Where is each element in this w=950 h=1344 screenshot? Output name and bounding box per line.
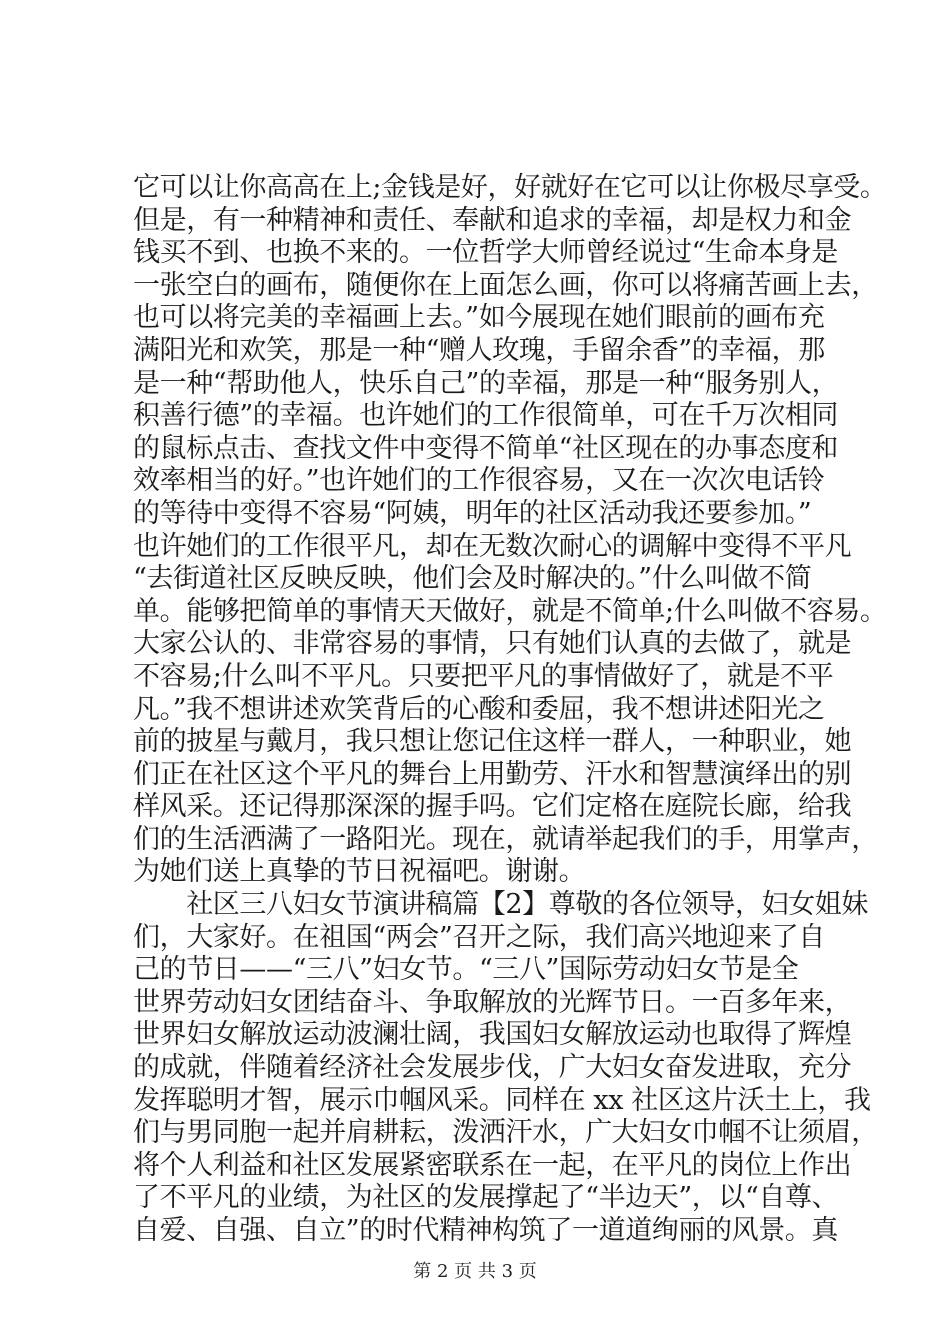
text-line: 们与男同胞一起并肩耕耘，泼洒汗水，广大妇女巾帼不让须眉，	[133, 1117, 878, 1149]
text-line: 们的生活洒满了一路阳光。现在，就请举起我们的手，用掌声，	[133, 823, 878, 855]
text-line: 钱买不到、也换不来的。一位哲学大师曾经说过“生命本身是	[133, 237, 839, 269]
text-line: “去街道社区反映反映，他们会及时解决的。”什么叫做不简	[133, 563, 812, 595]
text-line: 积善行德”的幸福。也许她们的工作很简单，可在千万次相同	[133, 400, 839, 432]
text-line: 凡。”我不想讲述欢笑背后的心酸和委屈，我不想讲述阳光之	[133, 693, 825, 725]
page-number-label: 第 2 页 共 3 页	[413, 1261, 537, 1282]
text-line: 了不平凡的业绩，为社区的发展撑起了“半边天”，以“自尊、	[133, 1182, 839, 1214]
text-line: 单。能够把简单的事情天天做好，就是不简单;什么叫做不容易。	[133, 595, 887, 627]
text-line: 们，大家好。在祖国“两会”召开之际，我们高兴地迎来了自	[133, 921, 825, 953]
text-line: 大家公认的、非常容易的事情，只有她们认真的去做了，就是	[133, 628, 852, 660]
text-line: 效率相当的好。”也许她们的工作很容易，又在一次次电话铃	[133, 465, 825, 497]
text-line: 样风采。还记得那深深的握手吗。它们定格在庭院长廊，给我	[133, 791, 852, 823]
text-line: 的成就，伴随着经济社会发展步伐，广大妇女奋发进取，充分	[133, 1052, 852, 1084]
text-line: 它可以让你高高在上;金钱是好，好就好在它可以让你极尽享受。	[133, 172, 887, 203]
page-footer	[0, 1260, 950, 1284]
text-line: 是一种“帮助他人，快乐自己”的幸福，那是一种“服务别人，	[133, 367, 839, 399]
text-line: 为她们送上真挚的节日祝福吧。谢谢。	[133, 856, 586, 888]
text-line: 世界劳动妇女团结奋斗、争取解放的光辉节日。一百多年来，	[133, 986, 852, 1018]
text-line: 世界妇女解放运动波澜壮阔，我国妇女解放运动也取得了辉煌	[133, 1019, 852, 1051]
text-line: 的等待中变得不容易“阿姨，明年的社区活动我还要参加。”	[133, 497, 812, 529]
text-line: 的鼠标点击、查找文件中变得不简单“社区现在的办事态度和	[133, 432, 839, 464]
text-line: 满阳光和欢笑，那是一种“赠人玫瑰，手留余香”的幸福，那	[133, 334, 825, 366]
text-line: 一张空白的画布，随便你在上面怎么画，你可以将痛苦画上去，	[133, 269, 878, 301]
text-line: 将个人利益和社区发展紧密联系在一起，在平凡的岗位上作出	[133, 1149, 852, 1181]
text-line: 们正在社区这个平凡的舞台上用勤劳、汗水和智慧演绎出的别	[133, 758, 852, 790]
document-body	[133, 172, 887, 1248]
paragraph-start-line: 社区三八妇女节演讲稿篇【2】尊敬的各位领导，妇女姐妹	[133, 889, 868, 921]
text-line: 也可以将完美的幸福画上去。”如今展现在她们眼前的画布充	[133, 302, 825, 334]
text-line: 自爱、自强、自立”的时代精神构筑了一道道绚丽的风景。真	[133, 1215, 839, 1246]
text-line: 己的节日——“三八”妇女节。“三八”国际劳动妇女节是全	[133, 954, 799, 986]
text-line: 前的披星与戴月，我只想让您记住这样一群人，一种职业，她	[133, 726, 852, 758]
text-line: 不容易;什么叫不平凡。只要把平凡的事情做好了，就是不平	[133, 660, 834, 692]
text-line: 但是，有一种精神和责任、奉献和追求的幸福，却是权力和金	[133, 204, 852, 236]
text-line: 发挥聪明才智，展示巾帼风采。同样在 xx 社区这片沃土上，我	[133, 1084, 871, 1116]
text-line: 也许她们的工作很平凡，却在无数次耐心的调解中变得不平凡	[133, 530, 852, 562]
